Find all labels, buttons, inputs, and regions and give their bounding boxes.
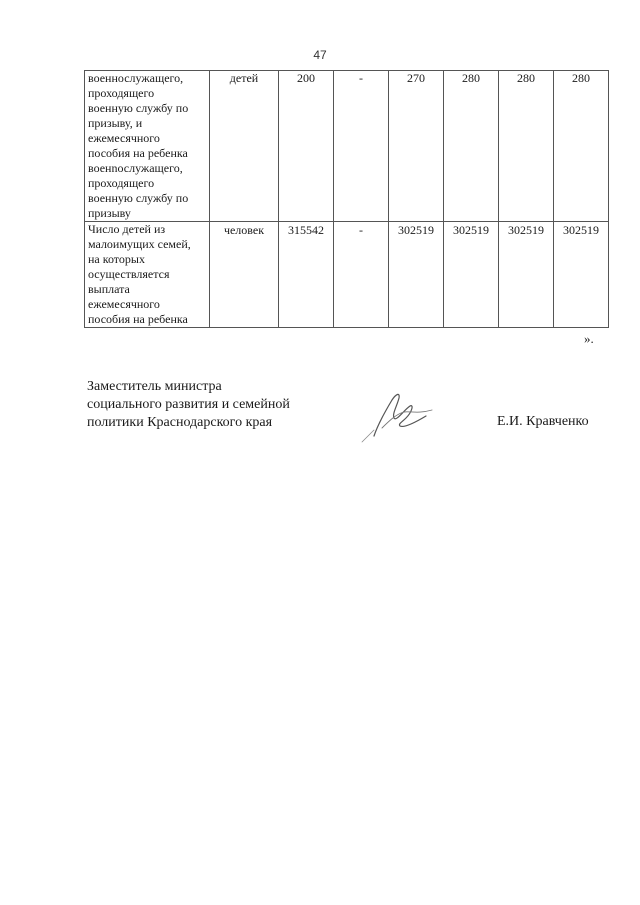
row-value: - <box>334 71 389 222</box>
row-unit: детей <box>210 71 279 222</box>
row-description-cell <box>85 71 210 222</box>
data-table <box>84 70 609 328</box>
row-value: 302519 <box>444 222 499 328</box>
row-value: 200 <box>279 71 334 222</box>
handwritten-signature <box>352 384 442 444</box>
table-row <box>85 71 609 222</box>
row-value: - <box>334 222 389 328</box>
row-value: 302519 <box>499 222 554 328</box>
closing-quote: ». <box>584 331 594 346</box>
table-row <box>85 222 609 328</box>
row-value: 280 <box>499 71 554 222</box>
row-value: 302519 <box>389 222 444 328</box>
row-value: 280 <box>554 71 609 222</box>
row-unit: человек <box>210 222 279 328</box>
row-description: Число детей из малоимущих семей, на которых осуществляется выплата ежемесячного пособия на ребенка <box>88 222 191 326</box>
row-value: 280 <box>444 71 499 222</box>
row-description: военнослужащего, проходящего военную службу по призыву, и ежемесячного пособия на ребенка военnослужащего, проходящего военную службу по призыву <box>88 71 189 220</box>
row-description-cell <box>85 222 210 328</box>
page-number: 47 <box>313 48 327 62</box>
row-value: 315542 <box>279 222 334 328</box>
signer-title: Заместитель министра социального развития и семейной политики Краснодарского края <box>87 379 290 430</box>
row-value: 270 <box>389 71 444 222</box>
signer-name: Е.И. Кравченко <box>497 414 589 429</box>
row-value: 302519 <box>554 222 609 328</box>
